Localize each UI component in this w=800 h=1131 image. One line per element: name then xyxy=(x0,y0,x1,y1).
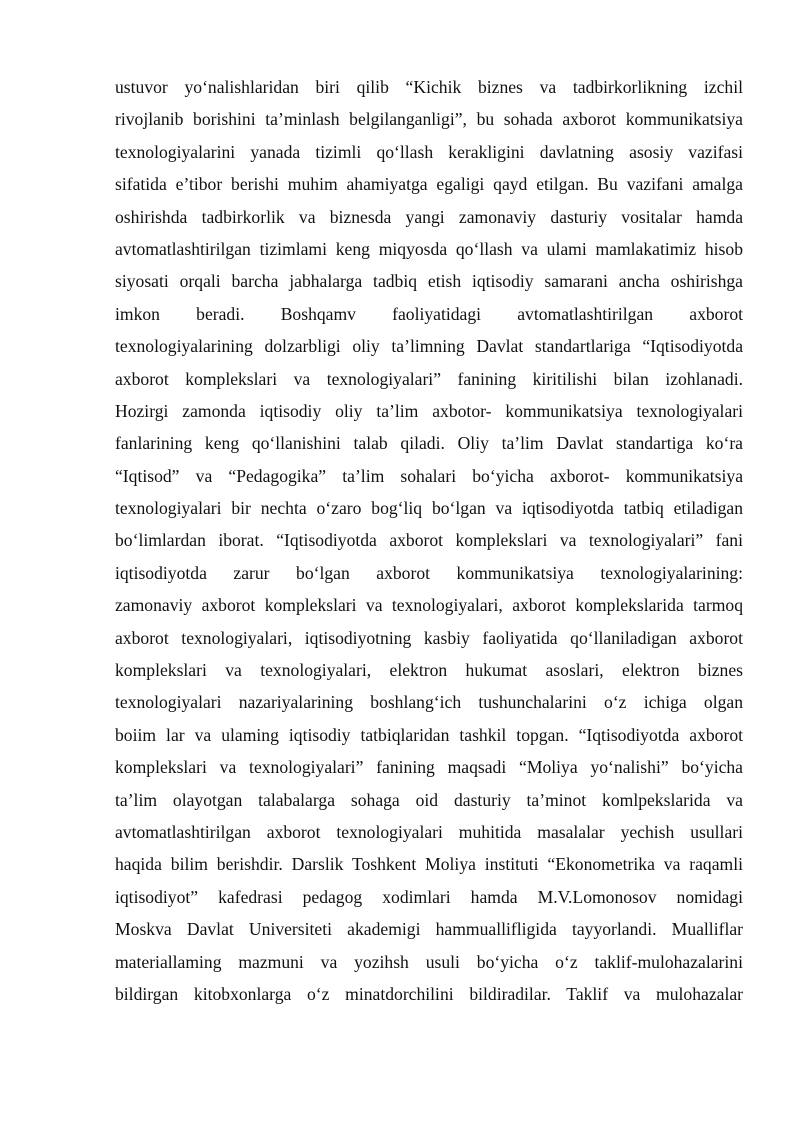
text-line: komplekslari va texnologiyalari, elektron hukumat asoslari, elektron biznes xyxy=(115,660,743,681)
text-line: fanlarining keng qo‘llanishini talab qiladi. Oliy ta’lim Davlat standartiga ko‘ra xyxy=(115,433,743,454)
text-line: boiim lar va ulaming iqtisodiy tatbiqlaridan tashkil topgan. “Iqtisodiyotda axborot xyxy=(115,724,743,745)
text-line: zamonaviy axborot komplekslari va texnologiyalari, axborot komplekslarida tarmoq xyxy=(115,595,743,616)
text-line: Hozirgi zamonda iqtisodiy oliy ta’lim axbotor- kommunikatsiya texnologiyalari xyxy=(115,400,743,421)
text-line: bildirgan kitobxonlarga o‘z minatdorchilini bildiradilar. Taklif va mulohazalar xyxy=(115,983,743,1004)
text-line: texnologiyalarini yanada tizimli qo‘llash kerakligini davlatning asosiy vazifasi xyxy=(115,141,743,162)
text-line: iqtisodiyot” kafedrasi pedagog xodimlari hamda M.V.Lomonosov nomidagi xyxy=(115,886,743,907)
text-line: materiallaming mazmuni va yozihsh usuli bo‘yicha o‘z taklif-mulohazalarini xyxy=(115,951,743,972)
text-line: avtomatlashtirilgan axborot texnologiyalari muhitida masalalar yechish usullari xyxy=(115,821,743,842)
text-line: axborot texnologiyalari, iqtisodiyotning kasbiy faoliyatida qo‘llaniladigan axborot xyxy=(115,627,743,648)
text-line: rivojlanib borishini ta’minlash belgilanganligi”, bu sohada axborot kommunikatsiya xyxy=(115,109,743,130)
body-text xyxy=(115,71,743,1010)
text-line: texnologiyalarining dolzarbligi oliy ta’limning Davlat standartlariga “Iqtisodiyotda xyxy=(115,336,743,357)
text-line: ustuvor yo‘nalishlaridan biri qilib “Kichik biznes va tadbirkorlikning izchil xyxy=(115,77,743,97)
text-line: texnologiyalari nazariyalarining boshlang‘ich tushunchalarini o‘z ichiga olgan xyxy=(115,692,743,713)
text-line: texnologiyalari bir nechta o‘zaro bog‘liq bo‘lgan va iqtisodiyotda tatbiq etiladigan xyxy=(115,498,743,519)
text-line: axborot komplekslari va texnologiyalari” fanining kiritilishi bilan izohlanadi. xyxy=(115,368,743,389)
text-line: iqtisodiyotda zarur bo‘lgan axborot kommunikatsiya texnologiyalarining: xyxy=(115,562,743,583)
text-line: avtomatlashtirilgan tizimlami keng miqyosda qo‘llash va ulami mamlakatimiz hisob xyxy=(115,238,743,259)
text-line: Moskva Davlat Universiteti akademigi hammuallifligida tayyorlandi. Mualliflar xyxy=(115,919,743,940)
text-line: siyosati orqali barcha jabhalarga tadbiq etish iqtisodiy samarani ancha oshirishga xyxy=(115,271,743,292)
text-line: haqida bilim berishdir. Darslik Toshkent Moliya instituti “Ekonometrika va raqamli xyxy=(115,854,743,875)
text-line: sifatida e’tibor berishi muhim ahamiyatga egaligi qayd etilgan. Bu vazifani amalga xyxy=(115,174,743,195)
text-line: “Iqtisod” va “Pedagogika” ta’lim sohalari bo‘yicha axborot- kommunikatsiya xyxy=(115,465,743,486)
text-line: oshirishda tadbirkorlik va biznesda yangi zamonaviy dasturiy vositalar hamda xyxy=(115,206,743,227)
text-line: ta’lim olayotgan talabalarga sohaga oid dasturiy ta’minot komlpekslarida va xyxy=(115,789,743,810)
text-line: imkon beradi. Boshqamv faoliyatidagi avtomatlashtirilgan axborot xyxy=(115,303,743,324)
text-line: komplekslari va texnologiyalari” fanining maqsadi “Moliya yo‘nalishi” bo‘yicha xyxy=(115,757,743,778)
text-line: bo‘limlardan iborat. “Iqtisodiyotda axborot komplekslari va texnologiyalari” fani xyxy=(115,530,743,551)
